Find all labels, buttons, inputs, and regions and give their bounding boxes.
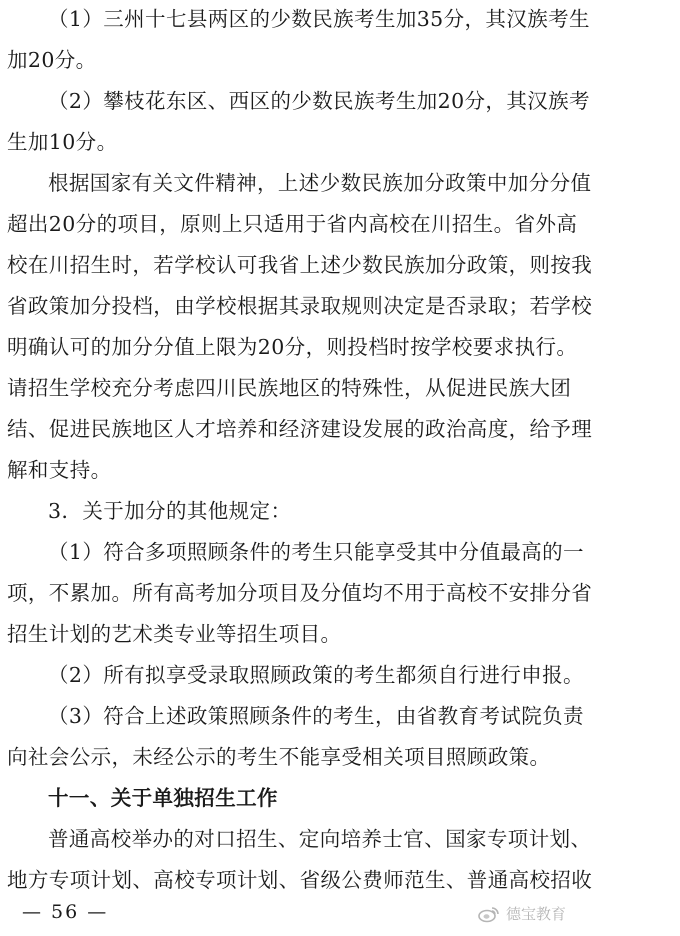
text-line: 普通高校举办的对口招生、定向培养士官、国家专项计划、 (48, 827, 592, 851)
text-line: 招生计划的艺术类专业等招生项目。 (7, 622, 342, 646)
text-line: （1）符合多项照顾条件的考生只能享受其中分值最高的一 (48, 540, 584, 564)
text-line: （3）符合上述政策照顾条件的考生，由省教育考试院负责 (48, 704, 584, 728)
text-line: 地方专项计划、高校专项计划、省级公费师范生、普通高校招收 (7, 868, 593, 892)
text-line: 超出20分的项目，原则上只适用于省内高校在川招生。省外高 (7, 212, 578, 236)
text-line: 明确认可的加分分值上限为20分，则投档时按学校要求执行。 (7, 335, 578, 359)
page-number: — 56 — (22, 901, 109, 923)
watermark-text: 德宝教育 (506, 905, 567, 923)
text-line: 请招生学校充分考虑四川民族地区的特殊性，从促进民族大团 (7, 376, 572, 400)
text-line: 项，不累加。所有高考加分项目及分值均不用于高校不安排分省 (7, 581, 593, 605)
text-line: （2）攀枝花东区、西区的少数民族考生加20分，其汉族考 (48, 89, 590, 113)
text-line: 生加10分。 (7, 130, 118, 154)
text-line: 根据国家有关文件精神，上述少数民族加分政策中加分分值 (48, 171, 592, 195)
text-line: 加20分。 (7, 48, 97, 72)
text-line: （1）三州十七县两区的少数民族考生加35分，其汉族考生 (48, 7, 590, 31)
text-line: 省政策加分投档，由学校根据其录取规则决定是否录取；若学校 (7, 294, 593, 318)
text-line: 结、促进民族地区人才培养和经济建设发展的政治高度，给予理 (7, 417, 593, 441)
chapter-heading: 十一、关于单独招生工作 (48, 786, 278, 810)
text-line: 向社会公示，未经公示的考生不能享受相关项目照顾政策。 (7, 745, 551, 769)
watermark (478, 902, 566, 926)
text-line: （2）所有拟享受录取照顾政策的考生都须自行进行申报。 (48, 663, 584, 687)
text-line: 校在川招生时，若学校认可我省上述少数民族加分政策，则按我 (7, 253, 593, 277)
weibo-icon (478, 905, 500, 923)
section-heading: 3．关于加分的其他规定： (48, 499, 292, 523)
text-line: 解和支持。 (7, 458, 112, 482)
